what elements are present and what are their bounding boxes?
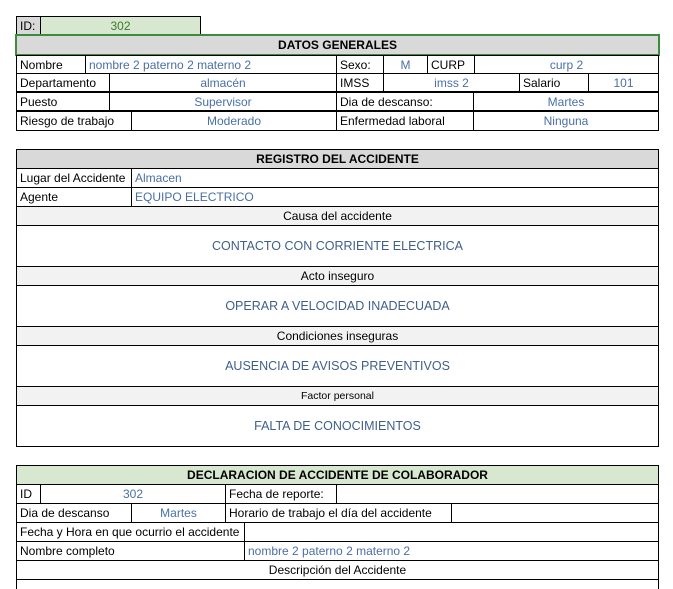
puesto-label: Puesto (16, 92, 110, 111)
agente-value[interactable]: EQUIPO ELECTRICO (131, 187, 659, 207)
factor-personal-label: Factor personal (16, 386, 659, 406)
datos-generales-header[interactable]: DATOS GENERALES (16, 35, 659, 55)
lugar-accidente-label: Lugar del Accidente (16, 168, 132, 188)
dia-descanso-value[interactable]: Martes (473, 92, 659, 111)
factor-personal-value[interactable]: FALTA DE CONOCIMIENTOS (16, 405, 659, 447)
declaracion-descanso-label: Dia de descanso (16, 503, 132, 523)
declaracion-id-label: ID (16, 484, 41, 504)
id-value-cell[interactable]: 302 (40, 16, 201, 36)
riesgo-trabajo-value[interactable]: Moderado (131, 111, 337, 131)
salario-label: Salario (519, 73, 589, 92)
nombre-completo-label: Nombre completo (16, 541, 245, 561)
horario-trabajo-value[interactable] (451, 503, 659, 523)
agente-label: Agente (16, 187, 132, 207)
enfermedad-laboral-value[interactable]: Ninguna (473, 111, 659, 131)
descripcion-accidente-label: Descripción del Accidente (16, 560, 659, 580)
descripcion-accidente-value[interactable] (16, 579, 659, 589)
declaracion-descanso-value[interactable]: Martes (131, 503, 226, 523)
acto-inseguro-value[interactable]: OPERAR A VELOCIDAD INADECUADA (16, 285, 659, 327)
dia-descanso-label: Dia de descanso: (336, 92, 474, 111)
nombre-completo-value[interactable]: nombre 2 paterno 2 materno 2 (244, 541, 659, 561)
declaracion-header: DECLARACION DE ACCIDENTE DE COLABORADOR (16, 465, 659, 485)
puesto-value[interactable]: Supervisor (109, 92, 337, 111)
departamento-value[interactable]: almacén (109, 73, 337, 92)
nombre-label: Nombre (16, 55, 86, 74)
salario-value[interactable]: 101 (588, 73, 659, 92)
id-label-cell: ID: (16, 16, 41, 36)
departamento-label: Departamento (16, 73, 110, 92)
registro-accidente-header: REGISTRO DEL ACCIDENTE (16, 149, 659, 169)
imss-label: IMSS (336, 73, 384, 92)
imss-value[interactable]: imss 2 (383, 73, 520, 92)
causa-accidente-value[interactable]: CONTACTO CON CORRIENTE ELECTRICA (16, 225, 659, 267)
riesgo-trabajo-label: Riesgo de trabajo (16, 111, 132, 131)
nombre-value[interactable]: nombre 2 paterno 2 materno 2 (85, 55, 337, 74)
fecha-hora-accidente-label: Fecha y Hora en que ocurrio el accidente (16, 522, 245, 542)
condiciones-inseguras-value[interactable]: AUSENCIA DE AVISOS PREVENTIVOS (16, 345, 659, 387)
fecha-reporte-label: Fecha de reporte: (225, 484, 337, 504)
acto-inseguro-label: Acto inseguro (16, 266, 659, 286)
curp-label: CURP (427, 55, 475, 74)
lugar-accidente-value[interactable]: Almacen (131, 168, 659, 188)
fecha-reporte-value[interactable] (336, 484, 659, 504)
curp-value[interactable]: curp 2 (474, 55, 659, 74)
horario-trabajo-label: Horario de trabajo el día del accidente (225, 503, 452, 523)
sexo-value[interactable]: M (383, 55, 428, 74)
causa-accidente-label: Causa del accidente (16, 206, 659, 226)
sexo-label: Sexo: (336, 55, 384, 74)
fecha-hora-accidente-value[interactable] (244, 522, 659, 542)
declaracion-id-value[interactable]: 302 (40, 484, 226, 504)
enfermedad-laboral-label: Enfermedad laboral (336, 111, 474, 131)
condiciones-inseguras-label: Condiciones inseguras (16, 326, 659, 346)
